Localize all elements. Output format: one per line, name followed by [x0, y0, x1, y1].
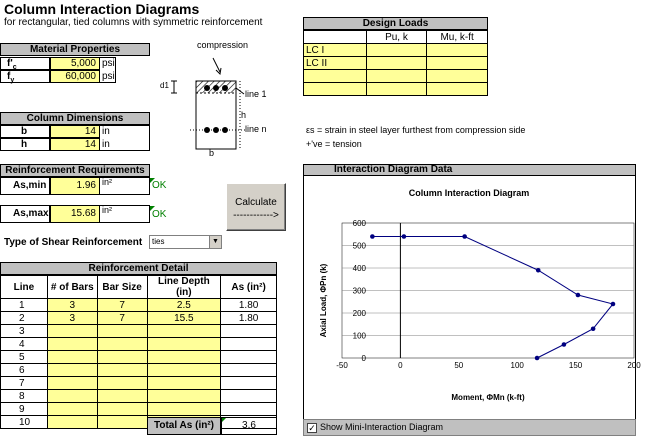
- as-value: [221, 364, 277, 377]
- depth-input[interactable]: [147, 351, 221, 364]
- as-value: 1.80: [221, 299, 277, 312]
- strain-note: εs = strain in steel layer furthest from compression side: [306, 125, 526, 135]
- col-mu: Mu, k-ft: [427, 31, 488, 44]
- as-value: 1.80: [221, 312, 277, 325]
- fy-unit: psi: [102, 71, 115, 82]
- line-number: 7: [1, 377, 48, 390]
- asmax-unit-box: [100, 205, 150, 223]
- shear-type-select[interactable]: [149, 235, 222, 249]
- fy-label: $f_y$: [0, 70, 50, 83]
- bars-input[interactable]: [47, 325, 97, 338]
- b-input[interactable]: 14: [50, 125, 100, 138]
- table-row: [1, 364, 277, 377]
- y-tick-label: 400: [352, 264, 366, 273]
- fc-label: $f'_c$: [0, 57, 50, 70]
- shear-label: Type of Shear Reinforcement: [4, 237, 143, 248]
- table-row: [1, 338, 277, 351]
- x-tick-label: 150: [568, 361, 583, 370]
- reinforcement-detail-table: [0, 275, 277, 429]
- x-tick-label: -50: [336, 361, 348, 370]
- page-subtitle: for rectangular, tied columns with symmetric reinforcement: [4, 17, 263, 28]
- load-case-label[interactable]: [304, 70, 367, 83]
- pu-input[interactable]: [366, 57, 427, 70]
- column-section-diagram: [160, 50, 300, 160]
- data-point: [535, 356, 540, 361]
- interaction-chart: [304, 176, 641, 419]
- mu-input[interactable]: [427, 57, 488, 70]
- b-unit: in: [102, 126, 110, 137]
- line1-label: line 1: [245, 89, 267, 99]
- total-as-value: 3.6: [221, 417, 277, 435]
- as-value: [221, 377, 277, 390]
- asmin-value: 1.96: [50, 177, 100, 195]
- as-value: [221, 390, 277, 403]
- as-value: [221, 403, 277, 416]
- size-input[interactable]: [97, 338, 147, 351]
- asmax-unit: in²: [102, 205, 113, 215]
- table-row: [1, 351, 277, 364]
- y-tick-label: 600: [352, 219, 366, 228]
- size-input[interactable]: [97, 351, 147, 364]
- depth-input[interactable]: [147, 390, 221, 403]
- table-row: [1, 403, 277, 416]
- chevron-down-icon[interactable]: ▼: [209, 236, 221, 248]
- asmin-label: As,min: [0, 177, 50, 195]
- h-unit: in: [102, 139, 110, 150]
- bars-input[interactable]: 3: [47, 299, 97, 312]
- load-case-label[interactable]: LC II: [304, 57, 367, 70]
- table-row: [1, 325, 277, 338]
- load-case-label[interactable]: [304, 83, 367, 96]
- x-tick-label: 50: [454, 361, 464, 370]
- table-row: [1, 299, 277, 312]
- asmax-label: As,max: [0, 205, 50, 223]
- bars-input[interactable]: 3: [47, 312, 97, 325]
- pu-input[interactable]: [366, 83, 427, 96]
- line-number: 3: [1, 325, 48, 338]
- bars-input[interactable]: [47, 390, 97, 403]
- size-input[interactable]: 7: [97, 299, 147, 312]
- chart-frame: [303, 175, 641, 420]
- asmax-status: OK: [152, 209, 167, 220]
- data-point: [462, 234, 467, 239]
- col-line: Line: [1, 276, 48, 299]
- size-input[interactable]: [97, 390, 147, 403]
- x-axis-label: Moment, ΦMn (k-ft): [451, 393, 525, 402]
- data-point: [370, 234, 375, 239]
- dims-unit-box: [100, 125, 150, 151]
- data-point: [562, 342, 567, 347]
- asmin-unit-box: [100, 177, 150, 195]
- compression-label: compression: [197, 40, 249, 50]
- bars-input[interactable]: [47, 403, 97, 416]
- as-value: [221, 351, 277, 364]
- data-point: [402, 234, 407, 239]
- line-number: 5: [1, 351, 48, 364]
- reinforcement-req-header: Reinforcement Requirements: [0, 164, 150, 177]
- mu-input[interactable]: [427, 83, 488, 96]
- mini-diagram-checkbox[interactable]: ✓: [308, 422, 316, 433]
- size-input[interactable]: 7: [97, 312, 147, 325]
- size-input[interactable]: [97, 416, 147, 429]
- depth-input[interactable]: [147, 325, 221, 338]
- data-point: [536, 268, 541, 273]
- asmin-unit: in²: [102, 177, 113, 187]
- fy-input[interactable]: 60,000: [50, 70, 100, 83]
- y-tick-label: 200: [352, 309, 366, 318]
- depth-input[interactable]: [147, 338, 221, 351]
- pu-input[interactable]: [366, 44, 427, 57]
- mu-input[interactable]: [427, 44, 488, 57]
- page-title: Column Interaction Diagrams: [4, 1, 200, 17]
- bars-input[interactable]: [47, 338, 97, 351]
- h-input[interactable]: 14: [50, 138, 100, 151]
- col-bars: # of Bars: [47, 276, 97, 299]
- calculate-button-arrow: ------------>: [233, 210, 279, 221]
- col-as: As (in²): [221, 276, 277, 299]
- y-axis-label: Axial Load, ΦPn (k): [319, 263, 328, 338]
- material-unit-box: [100, 57, 116, 83]
- y-tick-label: 500: [352, 241, 366, 251]
- series-line: [372, 237, 613, 359]
- bars-input[interactable]: [47, 377, 97, 390]
- x-tick-label: 200: [627, 361, 641, 370]
- calculate-button[interactable]: [226, 183, 286, 231]
- size-input[interactable]: [97, 403, 147, 416]
- linen-label: line n: [245, 124, 267, 134]
- h-label: h: [241, 110, 247, 120]
- mini-diagram-label: Show Mini-Interaction Diagram: [320, 422, 444, 432]
- depth-input[interactable]: 15.5: [147, 312, 221, 325]
- bars-input[interactable]: [47, 416, 97, 429]
- x-tick-label: 0: [398, 361, 403, 370]
- shear-type-value: ties: [152, 237, 165, 246]
- table-row: [1, 377, 277, 390]
- as-value: [221, 338, 277, 351]
- mini-diagram-bar: [303, 419, 636, 436]
- data-point: [576, 293, 581, 298]
- size-input[interactable]: [97, 377, 147, 390]
- chart-header: Interaction Diagram Data: [303, 164, 636, 176]
- line-number: 2: [1, 312, 48, 325]
- depth-input[interactable]: [147, 364, 221, 377]
- fc-input[interactable]: 5,000: [50, 57, 100, 70]
- calculate-button-label: Calculate: [235, 197, 277, 208]
- depth-input[interactable]: 2.5: [147, 299, 221, 312]
- detail-header: Reinforcement Detail: [0, 262, 277, 275]
- table-row: [1, 312, 277, 325]
- line-number: 8: [1, 390, 48, 403]
- asmin-status: OK: [152, 180, 167, 191]
- line-number: 6: [1, 364, 48, 377]
- size-input[interactable]: [97, 364, 147, 377]
- col-pu: Pu, k: [366, 31, 427, 44]
- data-point: [591, 326, 596, 331]
- depth-input[interactable]: [147, 403, 221, 416]
- table-row: [1, 390, 277, 403]
- design-loads-header: Design Loads: [303, 17, 488, 30]
- size-input[interactable]: [97, 325, 147, 338]
- col-size: Bar Size: [97, 276, 147, 299]
- pu-input[interactable]: [366, 70, 427, 83]
- d1-label: d1: [160, 81, 169, 90]
- material-header: Material Properties: [0, 43, 150, 56]
- fc-unit: psi: [102, 58, 115, 69]
- line-number: 9: [1, 403, 48, 416]
- total-as-label: Total As (in²): [147, 417, 221, 435]
- y-tick-label: 300: [352, 286, 366, 296]
- h-dim-label: h: [0, 138, 50, 151]
- x-tick-label: 100: [510, 361, 524, 370]
- design-loads-table: [303, 30, 488, 96]
- b-dim-label: b: [0, 125, 50, 138]
- as-value: [221, 325, 277, 338]
- y-tick-label: 0: [361, 354, 366, 363]
- load-case-label[interactable]: LC I: [304, 44, 367, 57]
- col-depth: Line Depth (in): [147, 276, 221, 299]
- line-number: 4: [1, 338, 48, 351]
- y-tick-label: 100: [352, 331, 366, 341]
- b-label: b: [209, 148, 215, 158]
- chart-title: Column Interaction Diagram: [408, 188, 530, 198]
- bars-input[interactable]: [47, 364, 97, 377]
- tension-note: +'ve = tension: [306, 139, 362, 149]
- design-loads-corner: [304, 31, 367, 44]
- asmax-value: 15.68: [50, 205, 100, 223]
- bars-input[interactable]: [47, 351, 97, 364]
- depth-input[interactable]: [147, 377, 221, 390]
- data-point: [611, 302, 616, 307]
- line-number: 10: [1, 416, 48, 429]
- mu-input[interactable]: [427, 70, 488, 83]
- dimensions-header: Column Dimensions: [0, 112, 150, 125]
- line-number: 1: [1, 299, 48, 312]
